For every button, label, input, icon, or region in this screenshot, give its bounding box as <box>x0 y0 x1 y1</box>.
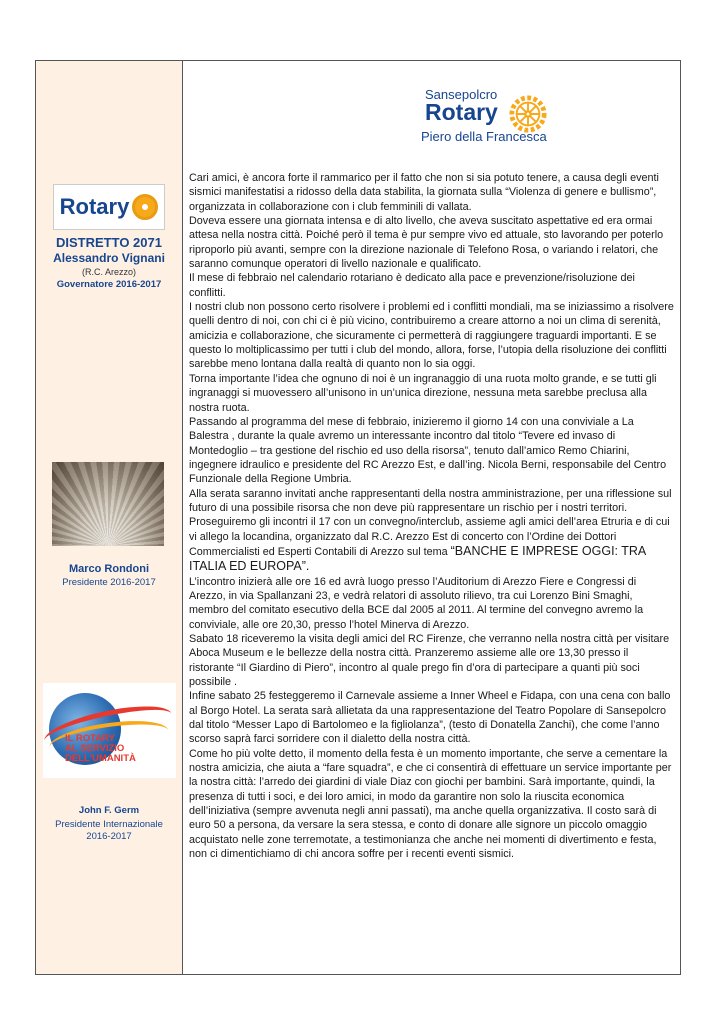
theme-logo-text: IL ROTARY AL SERVIZIO DELL'UMANITÀ <box>65 733 136 764</box>
president-name: Marco Rondoni <box>68 563 150 575</box>
letter-paragraph: I nostri club non possono certo risolvere i problemi ed i conflitti mondiali, ma se iniziassimo a risolvere quelli dentro di noi, con chi ci è più vicino, contribuiremo a creare attorno a noi un clima di serenità, amicizia e collaborazione, che sicuramente ci permetterà di raggiungere traguardi importanti. E se questo lo moltiplicassimo per tutti i club del mondo, allora, forse, l’utopia della risoluzione dei conflitti sarebbe meno lontana dalla realtà di quanto non lo sia oggi. <box>189 301 674 371</box>
international-term-line: 2016-2017 <box>86 831 132 842</box>
letter-paragraph: Alla serata saranno invitati anche rappresentanti della nostra amministrazione, per una riflessione sul futuro di una possibile risorsa che non deve più rappresentare un rischio per i nostri territori. <box>189 487 672 514</box>
letter-paragraph: Cari amici, è ancora forte il rammarico per il fatto che non si sia potuto tenere, a causa degli eventi sismici manifestatisi a ridosso della data stabilita, la giornata sulla “Violenza di genere e bullismo”, organizzata in collaborazione con i club femminili di vallata. <box>189 172 659 213</box>
letter-text: Proseguiremo gli incontri il 17 con un convegno/interclub, assieme agli amici dell’area Etruria e di cui vi allego la locandina, organizzato dal R.C. Arezzo Est di concerto con l’Ordine dei Dottori Commercialisti ed Esperti Contabili di Arezzo sul tema <box>189 516 670 558</box>
club-logo-name: Piero della Francesca <box>421 129 547 144</box>
letter-paragraph <box>189 515 674 574</box>
governor-name: Alessandro Vignani <box>53 251 165 265</box>
letter-paragraph: Sabato 18 riceveremo la visita degli amici del RC Firenze, che verranno nella nostra città per visitare Aboca Museum e le bellezze della nostra città. Pranzeremo assieme alle ore 13,30 presso il ristorante “Il Giardino di Piero”, incontro al quale prego fin d’ora di partecipare a quanti più soci possibile . <box>189 633 670 689</box>
district-title: DISTRETTO 2071 <box>56 235 162 250</box>
club-logo-city: Sansepolcro <box>425 87 498 102</box>
rotary-logo-text: Rotary <box>59 194 130 219</box>
international-role-line: Presidente Internazionale <box>55 819 163 830</box>
international-president-name: John F. Germ <box>78 805 140 816</box>
club-logo-rotary: Rotary <box>425 99 498 125</box>
club-logo <box>421 87 550 147</box>
letter-paragraph: Il mese di febbraio nel calendario rotariano è dedicato alla pace e prevenzione/risoluzione dei conflitti. <box>189 272 635 299</box>
letter-paragraph: L’incontro inizierà alle ore 16 ed avrà luogo presso l’Auditorium di Arezzo Fiere e Congressi di Arezzo, in via Spallanzani 23, e vedrà relatori di assoluto rilievo, tra cui Lorenzo Bini Smaghi, membro del comitato esecutivo della BCE dal 2005 al 2011. Al termine del convegno avremo la conviviale, alle ore 20,30, presso l’hotel Minerva di Arezzo. <box>189 575 644 631</box>
president-role: Presidente 2016-2017 <box>62 577 156 588</box>
conference-title: “BANCHE E IMPRESE OGGI: TRA ITALIA ED EUROPA”. <box>189 543 646 574</box>
governor-club: (R.C. Arezzo) <box>81 267 136 277</box>
letter-paragraph: Infine sabato 25 festeggeremo il Carnevale assieme a Inner Wheel e Fidapa, con una cena con ballo al Borgo Hotel. La serata sarà allietata da una rappresentazione del Teatro Popolare di Sansepolcro dal titolo “Messer Lapo di Bartolomeo e la figliolanza”, (testo di Donatella Zanchi), che come l’anno scorso saprà farci sorridere con il dialetto della nostra città. <box>189 690 671 746</box>
letter-body <box>189 171 674 862</box>
letter-paragraph: Passando al programma del mese di febbraio, inizieremo il giorno 14 con una conviviale a La Balestra , durante la quale avremo un interessante incontro dal titolo “Tevere ed invaso di Montedoglio – tra gestione del rischio ed uso della risorsa”, tenuto dall’amico Remo Chiarini, ingegnere idraulico e presidente del RC Arezzo Est, e dall’ing. Nicola Berni, responsabile del Centro Funzionale della Regione Umbria. <box>189 415 667 486</box>
letter-paragraph: Torna importante l’idea che ognuno di noi è un ingranaggio di una ruota molto grande, e se tutti gli ingranaggi si muovessero all’unisono in un’unica direzione, nessuna meta sarebbe preclusa alla nostra ruota. <box>189 372 657 414</box>
governor-role: Governatore 2016-2017 <box>56 279 162 290</box>
letter-paragraph: Come ho più volte detto, il momento della festa è un momento importante, che serve a cementare la nostra amicizia, che aiuta a “fare squadra”, e che ci consentirà di effettuare un service importante per la nostra città: l’arredo dei giardini di viale Diaz con giochi per bambini. Sarà importante, quindi, la presenza di tutti i soci, e dei loro amici, in modo da garantire non solo la riuscita economica dell’iniziativa (sempre avvenuta negli anni passati), ma anche quella organizzativa. Il costo sarà di euro 50 a persona, da versare la sera stessa, e conto di donare alle signore un piccolo omaggio acquistato nelle zone terremotate, a testimonianza che anche nei momenti di divertimento e festa, non ci dimentichiamo di chi ancora soffre per i recenti eventi sismici. <box>189 747 672 861</box>
letter-paragraph: Doveva essere una giornata intensa e di alto livello, che aveva suscitato aspettative ed era ormai attesa nella nostra città. Poiché però il tema è pur sempre vivo ed attuale, sto lavorando per poterlo riproporlo più avanti, sempre con la direzione nazionale di Telefono Rosa, o variando i relatori, che saranno comunque operatori di livello nazionale e qualificato. <box>189 215 664 271</box>
rotary-wheel-icon <box>509 95 547 133</box>
